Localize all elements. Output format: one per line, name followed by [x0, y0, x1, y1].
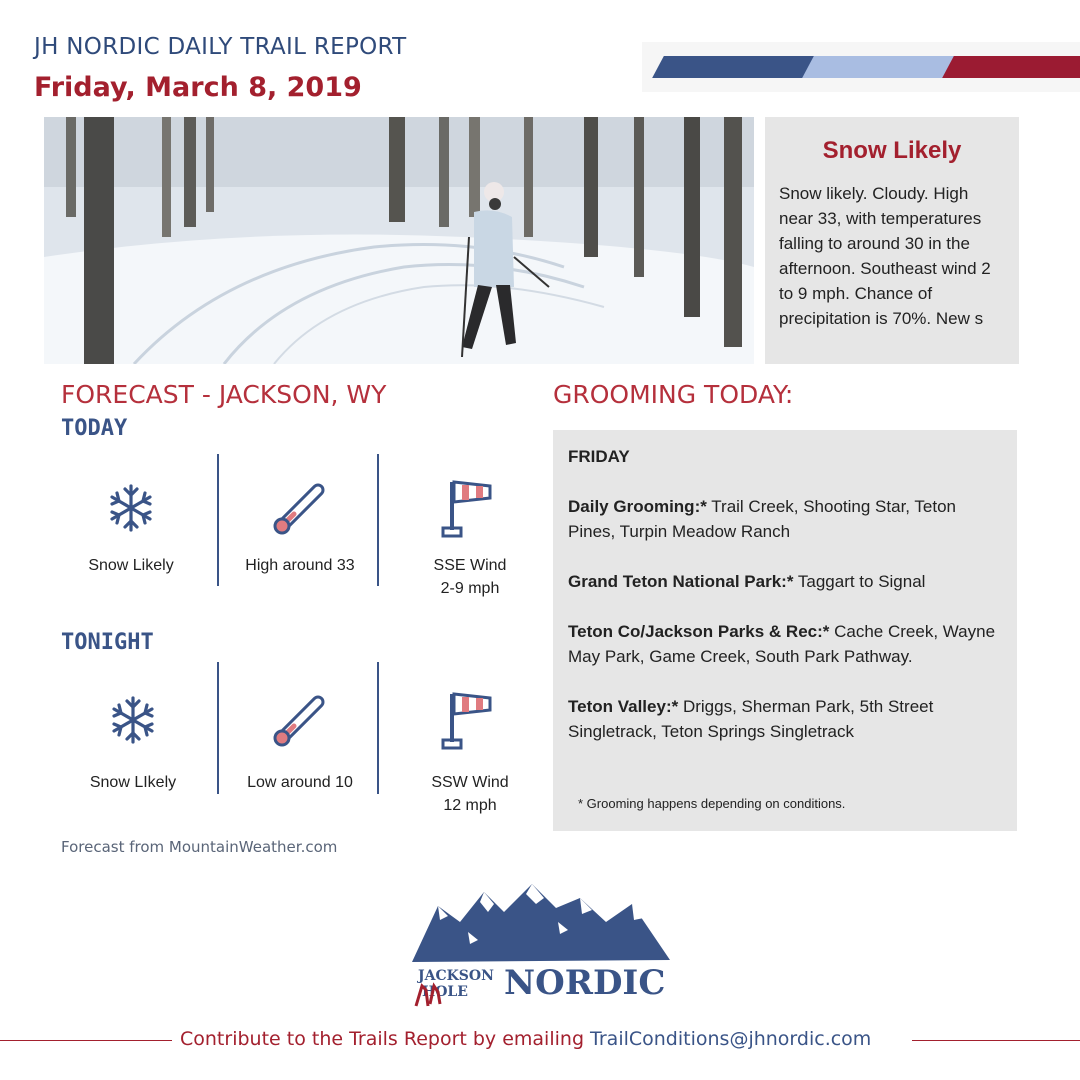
thermometer-icon — [268, 476, 332, 540]
tonight-wind — [389, 771, 551, 817]
light-blue-stripe — [802, 56, 964, 78]
tonight-temperature: Low around 10 — [247, 774, 353, 791]
snowflake-icon — [101, 688, 165, 752]
windsock-icon — [438, 688, 502, 752]
forecast-heading: FORECAST - JACKSON, WY — [61, 380, 387, 409]
tonight-heading: TONIGHT — [61, 630, 154, 655]
footer-contribute — [180, 1028, 871, 1050]
tonight-condition-cell — [52, 662, 214, 797]
today-wind-speed: 2-9 mph — [440, 580, 500, 597]
decorative-stripes — [642, 42, 1080, 92]
grooming-item-label: Teton Co/Jackson Parks & Rec:* — [568, 622, 830, 641]
skier-photo — [44, 117, 754, 364]
grooming-panel — [553, 430, 1017, 831]
report-title: JH NORDIC DAILY TRAIL REPORT — [34, 34, 407, 60]
grooming-item-value: Cache Creek, Wayne May Park, Game Creek, South Park Pathway. — [568, 622, 996, 666]
grooming-day: FRIDAY — [568, 447, 630, 466]
red-stripe — [942, 56, 1080, 78]
grooming-item-label: Daily Grooming:* — [568, 497, 707, 516]
weather-summary-panel — [765, 117, 1019, 364]
windsock-icon — [438, 476, 502, 540]
tonight-temperature-cell — [219, 662, 381, 797]
jackson-hole-nordic-logo — [408, 882, 674, 1012]
weather-summary-title: Snow Likely — [822, 137, 962, 164]
today-forecast-row — [44, 454, 530, 597]
grooming-note: * Grooming happens depending on conditions. — [578, 796, 846, 811]
tonight-forecast-row — [44, 662, 530, 814]
today-temperature: High around 33 — [245, 557, 355, 574]
today-heading: TODAY — [61, 416, 128, 441]
grooming-item — [568, 494, 1002, 544]
footer-email-link[interactable]: TrailConditions@jhnordic.com — [590, 1028, 872, 1050]
footer-lead-text: Contribute to the Trails Report by emailing — [180, 1028, 591, 1050]
grooming-heading: GROOMING TODAY: — [553, 380, 794, 409]
snowflake-icon — [99, 476, 163, 540]
grooming-item — [568, 569, 1002, 594]
today-wind-direction: SSE Wind — [433, 557, 507, 574]
tonight-wind-cell — [389, 662, 551, 814]
grooming-item-value: Trail Creek, Shooting Star, Teton Pines, Turpin Meadow Ranch — [568, 497, 957, 541]
thermometer-icon — [268, 688, 332, 752]
today-wind-cell — [389, 454, 551, 597]
today-condition-cell — [50, 454, 212, 589]
svg-text:JACKSON: JACKSON — [418, 968, 494, 984]
footer-rule-right — [912, 1040, 1080, 1041]
footer-rule-left — [0, 1040, 172, 1041]
today-wind — [389, 554, 551, 600]
divider — [377, 662, 379, 794]
svg-text:HOLE: HOLE — [422, 984, 468, 1000]
weather-summary-text: Snow likely. Cloudy. High near 33, with temperatures falling to around 30 in the afternoon. Southeast wind 2 to 9 mph. Chance of precipitation is 70%. New s — [779, 184, 991, 328]
today-temperature-cell — [219, 454, 381, 589]
grooming-item-label: Teton Valley:* — [568, 697, 679, 716]
grooming-item-value: Driggs, Sherman Park, 5th Street Singletrack, Teton Springs Singletrack — [568, 697, 934, 741]
grooming-item-value: Taggart to Signal — [793, 572, 926, 591]
tonight-wind-speed: 12 mph — [443, 797, 497, 814]
svg-text:NORDIC: NORDIC — [504, 963, 666, 1003]
grooming-item — [568, 694, 1002, 744]
tonight-condition: Snow LIkely — [89, 774, 177, 791]
today-condition: Snow Likely — [88, 557, 174, 574]
report-date: Friday, March 8, 2019 — [34, 72, 362, 103]
forecast-source: Forecast from MountainWeather.com — [61, 838, 338, 856]
grooming-item — [568, 619, 1002, 669]
tonight-wind-direction: SSW Wind — [431, 774, 509, 791]
divider — [377, 454, 379, 586]
grooming-item-label: Grand Teton National Park:* — [568, 572, 794, 591]
